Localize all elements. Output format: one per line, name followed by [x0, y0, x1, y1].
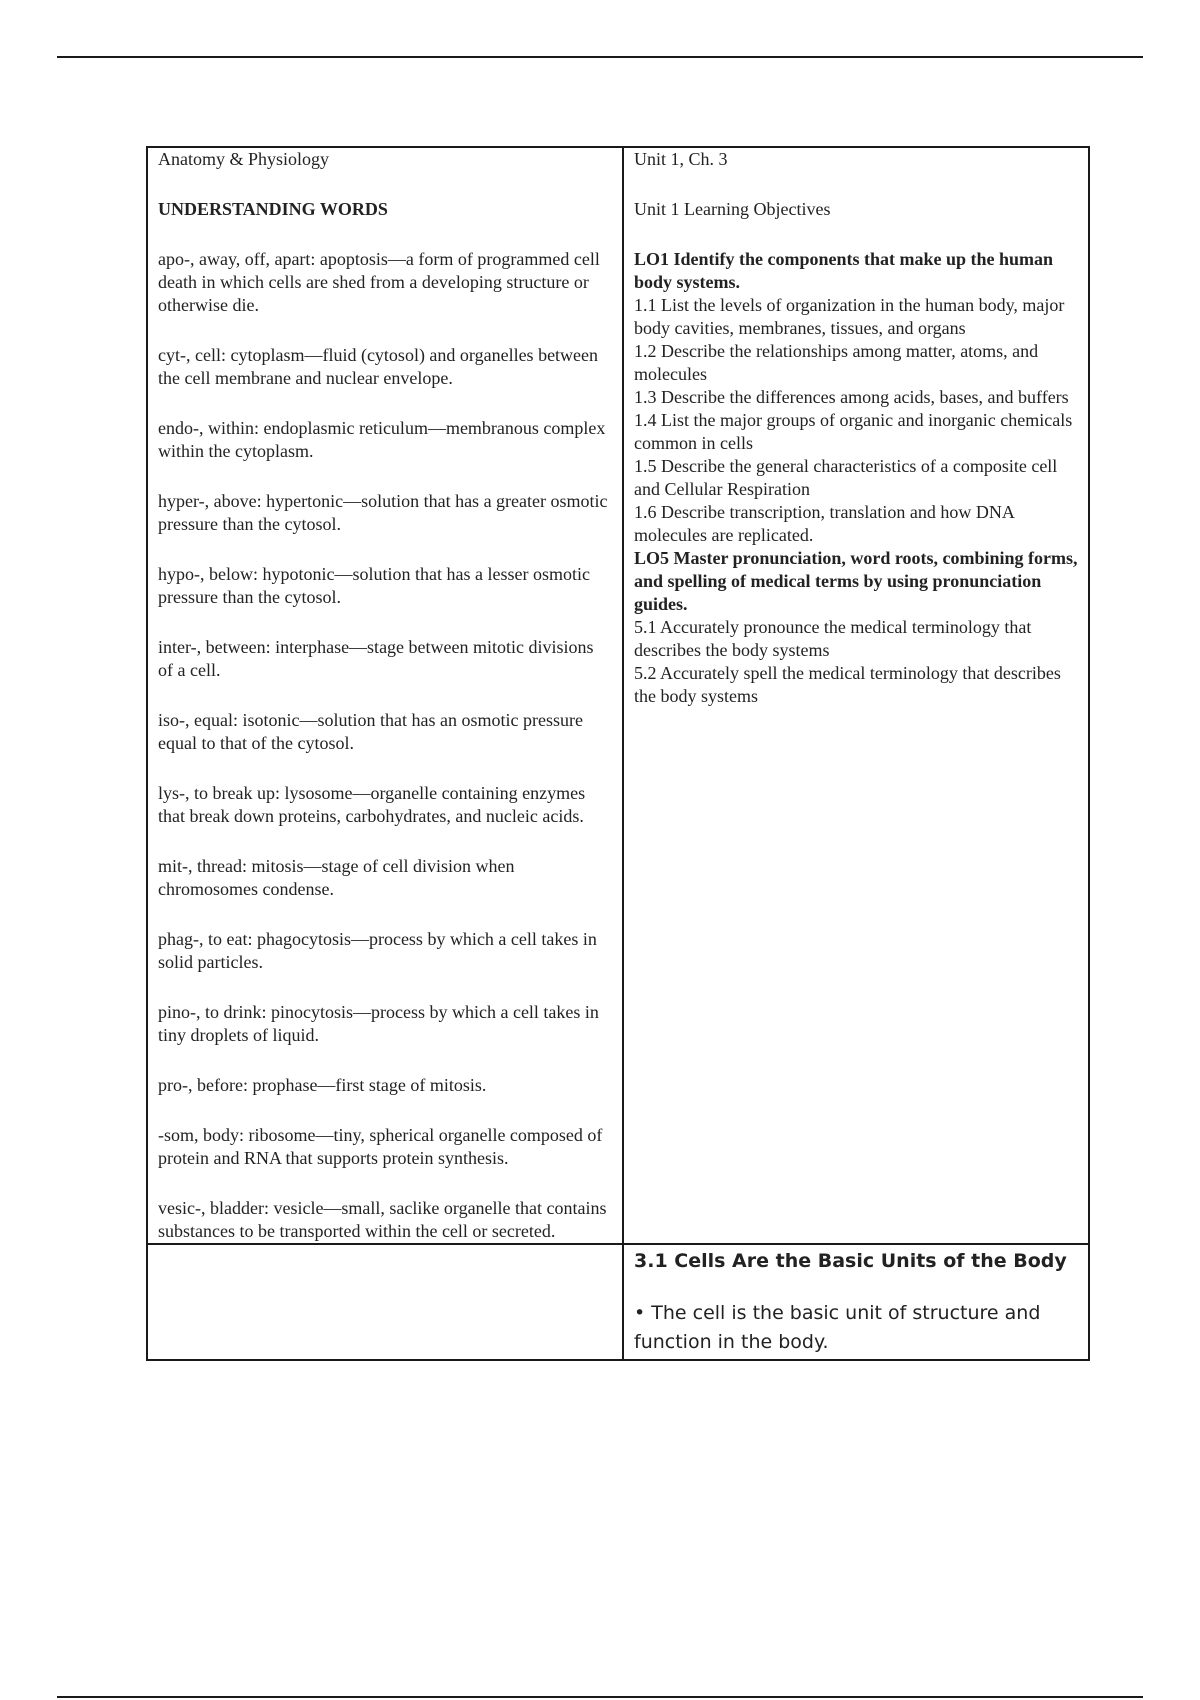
- unit-chapter: Unit 1, Ch. 3: [634, 149, 728, 169]
- empty-cell: [147, 1244, 623, 1360]
- section-3-1-bullet: • The cell is the basic unit of structure and function in the body.: [634, 1302, 1041, 1353]
- learning-objectives-cell: [623, 147, 1089, 1244]
- term-entry: vesic-, bladder: vesicle—small, saclike organelle that contains substances to be transported within the cell or secreted.: [158, 1198, 607, 1241]
- objective-item: 1.3 Describe the differences among acids, bases, and buffers: [634, 387, 1069, 407]
- lo1-title: LO1 Identify the components that make up the human body systems.: [634, 249, 1054, 292]
- term-entry: pino-, to drink: pinocytosis—process by which a cell takes in tiny droplets of liquid.: [158, 1002, 599, 1045]
- objective-item: 5.1 Accurately pronounce the medical terminology that describes the body systems: [634, 617, 1032, 660]
- course-name: Anatomy & Physiology: [158, 149, 330, 169]
- understanding-words-heading: UNDERSTANDING WORDS: [158, 199, 388, 219]
- section-3-1-cell: [623, 1244, 1089, 1360]
- term-entry: endo-, within: endoplasmic reticulum—membranous complex within the cytoplasm.: [158, 418, 606, 461]
- section-3-1-title: 3.1 Cells Are the Basic Units of the Body: [634, 1250, 1067, 1272]
- term-entry: cyt-, cell: cytoplasm—fluid (cytosol) and organelles between the cell membrane and nuclear envelope.: [158, 345, 599, 388]
- objective-item: 1.6 Describe transcription, translation and how DNA molecules are replicated.: [634, 502, 1014, 545]
- bottom-rule: [57, 1696, 1143, 1698]
- objective-item: 1.5 Describe the general characteristics of a composite cell and Cellular Respiration: [634, 456, 1058, 499]
- term-entry: hyper-, above: hypertonic—solution that has a greater osmotic pressure than the cytosol.: [158, 491, 608, 534]
- term-entry: lys-, to break up: lysosome—organelle containing enzymes that break down proteins, carbohydrates, and nucleic acids.: [158, 783, 586, 826]
- objectives-heading: Unit 1 Learning Objectives: [634, 199, 831, 219]
- objective-item: 1.2 Describe the relationships among matter, atoms, and molecules: [634, 341, 1039, 384]
- notes-table: [146, 146, 1090, 1361]
- term-entry: pro-, before: prophase—first stage of mitosis.: [158, 1075, 487, 1095]
- lo5-title: LO5 Master pronunciation, word roots, combining forms, and spelling of medical terms by using pronunciation guides.: [634, 548, 1078, 614]
- objective-item: 1.4 List the major groups of organic and inorganic chemicals common in cells: [634, 410, 1073, 453]
- term-entry: mit-, thread: mitosis—stage of cell division when chromosomes condense.: [158, 856, 515, 899]
- term-entry: iso-, equal: isotonic—solution that has an osmotic pressure equal to that of the cytosol.: [158, 710, 583, 753]
- objective-item: 1.1 List the levels of organization in the human body, major body cavities, membranes, tissues, and organs: [634, 295, 1065, 338]
- term-entry: apo-, away, off, apart: apoptosis—a form of programmed cell death in which cells are shed from a developing structure or otherwise die.: [158, 249, 600, 315]
- top-rule: [57, 56, 1143, 58]
- objective-item: 5.2 Accurately spell the medical terminology that describes the body systems: [634, 663, 1061, 706]
- term-entry: inter-, between: interphase—stage between mitotic divisions of a cell.: [158, 637, 594, 680]
- table-row: [147, 147, 1089, 1244]
- term-entry: phag-, to eat: phagocytosis—process by which a cell takes in solid particles.: [158, 929, 597, 972]
- table-row: [147, 1244, 1089, 1360]
- understanding-words-cell: [147, 147, 623, 1244]
- objectives-list: [634, 248, 1078, 708]
- term-entry: -som, body: ribosome—tiny, spherical organelle composed of protein and RNA that supports protein synthesis.: [158, 1125, 603, 1168]
- term-entry: hypo-, below: hypotonic—solution that has a lesser osmotic pressure than the cytosol.: [158, 564, 590, 607]
